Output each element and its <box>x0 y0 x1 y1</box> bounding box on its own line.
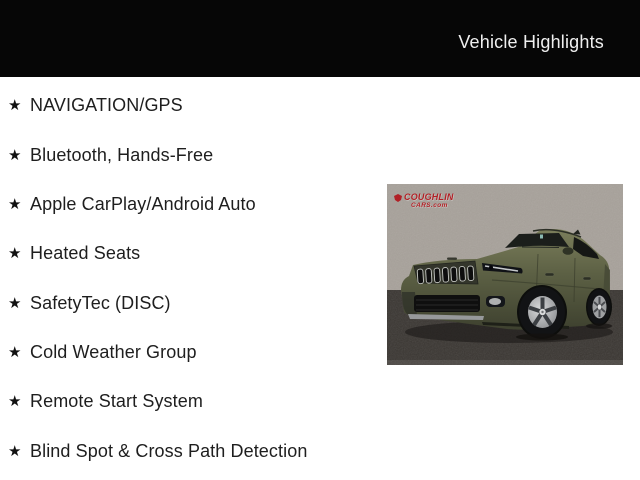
star-bullet-icon: ★ <box>8 195 22 213</box>
page-title: Vehicle Highlights <box>458 32 604 52</box>
vehicle-photo <box>387 184 623 365</box>
star-bullet-icon: ★ <box>8 245 22 263</box>
list-item <box>8 278 378 327</box>
list-item <box>8 426 378 475</box>
list-item <box>8 377 378 426</box>
door-handle <box>583 277 591 280</box>
star-bullet-icon: ★ <box>8 294 22 312</box>
vehicle-photo-illustration <box>387 184 623 365</box>
list-item <box>8 180 378 229</box>
watermark-line1: COUGHLIN <box>404 192 454 202</box>
highlight-text: Apple CarPlay/Android Auto <box>30 193 256 214</box>
highlight-text: Remote Start System <box>30 391 203 412</box>
star-bullet-icon: ★ <box>8 146 22 164</box>
highlight-text: Heated Seats <box>30 243 141 264</box>
highlight-text: Cold Weather Group <box>30 341 197 362</box>
star-bullet-icon: ★ <box>8 442 22 460</box>
front-wheel <box>517 285 567 339</box>
star-bullet-icon: ★ <box>8 97 22 115</box>
highlight-text: SafetyTec (DISC) <box>30 292 171 313</box>
bumper-intake <box>414 295 480 312</box>
door-handle <box>545 273 554 276</box>
list-item <box>8 229 378 278</box>
star-bullet-icon: ★ <box>8 393 22 411</box>
watermark-line2: CARS.com <box>411 202 448 209</box>
star-bullet-icon: ★ <box>8 343 22 361</box>
list-item <box>8 328 378 377</box>
rear-wheel <box>586 288 612 326</box>
side-mirror <box>563 247 574 255</box>
list-item <box>8 130 378 179</box>
header-banner <box>0 0 640 77</box>
list-item <box>8 81 378 130</box>
coughlin-watermark <box>394 193 454 210</box>
highlight-text: Blind Spot & Cross Path Detection <box>30 440 308 461</box>
highlights-list <box>8 81 378 476</box>
highlight-text: NAVIGATION/GPS <box>30 95 183 116</box>
highlight-text: Bluetooth, Hands-Free <box>30 144 214 165</box>
coughlin-logo-icon <box>394 194 402 202</box>
